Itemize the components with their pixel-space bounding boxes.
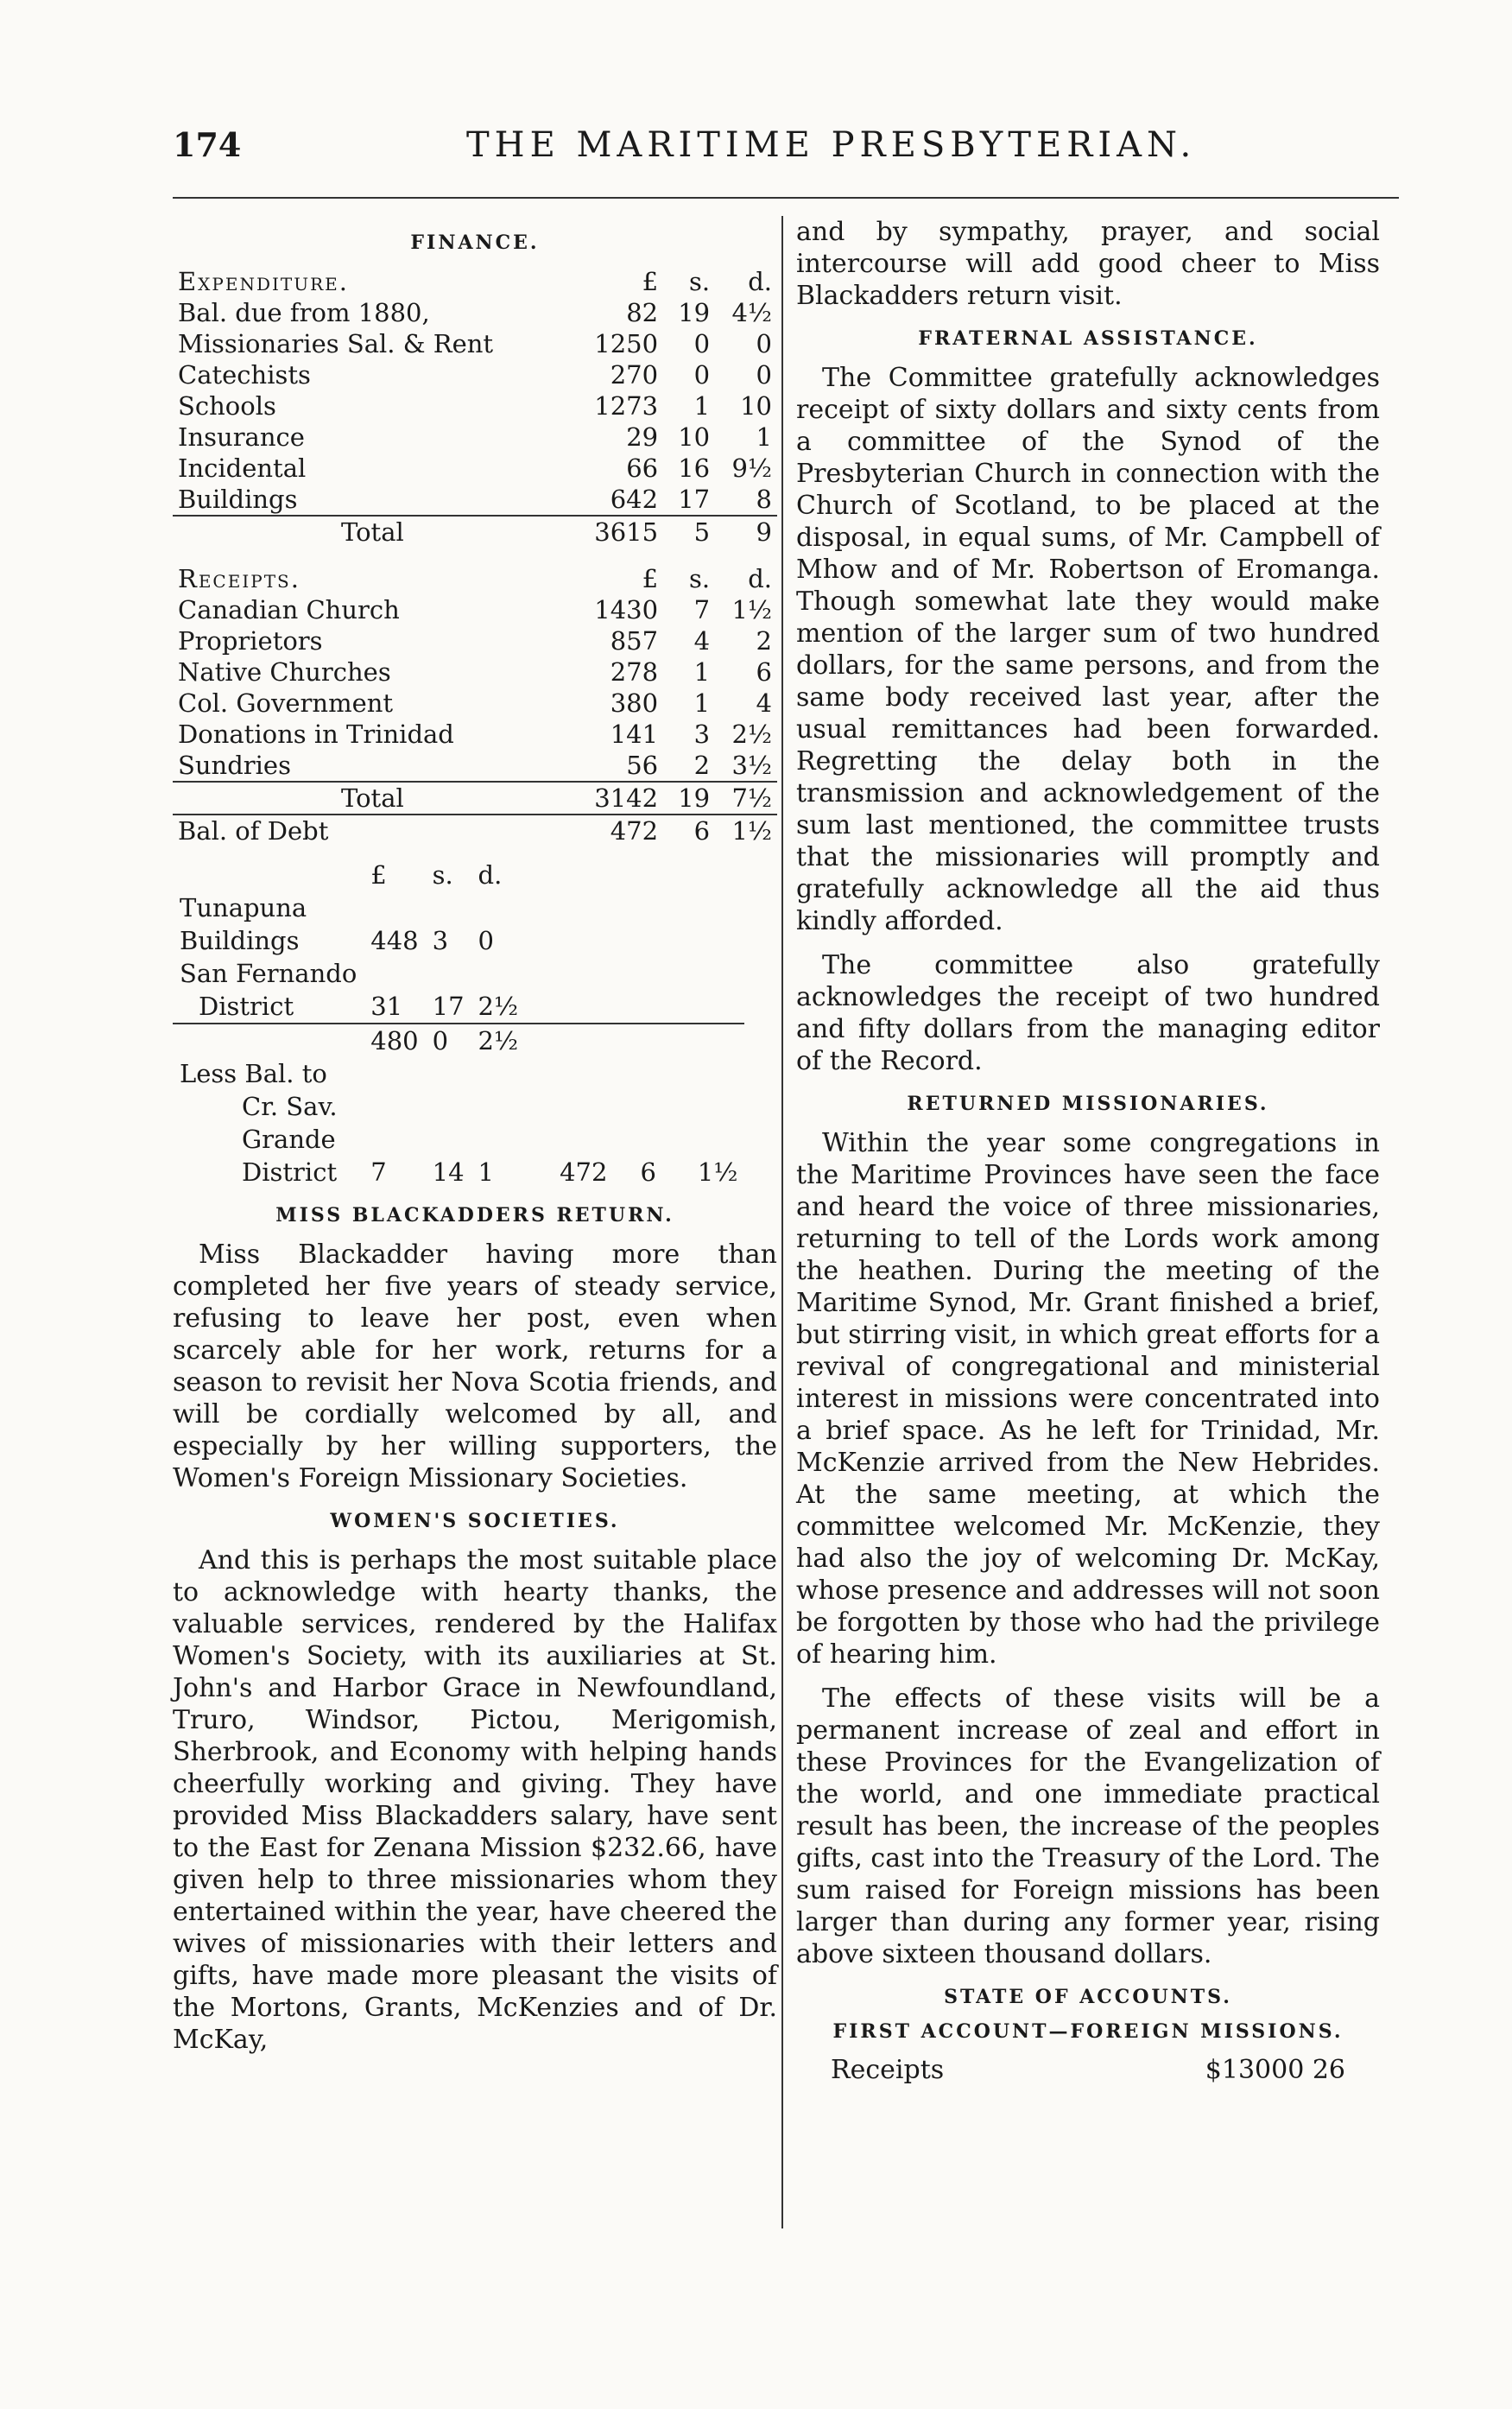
state-heading: STATE OF ACCOUNTS. — [944, 1986, 1232, 2008]
column-divider — [781, 216, 783, 2228]
table-row: San Fernando — [180, 959, 357, 988]
fraternal-heading: FRATERNAL ASSISTANCE. — [918, 327, 1258, 350]
table-row: Catechists 270 0 0 — [178, 360, 772, 390]
table-row: Cr. Sav. — [242, 1092, 338, 1121]
receipts-amount: $13000 26 — [1205, 2055, 1345, 2085]
table-row: District 31 17 2½ — [199, 992, 519, 1021]
womens-heading: WOMEN'S SOCIETIES. — [330, 1510, 620, 1532]
table-row: Bal. due from 1880, 82 19 4½ — [178, 298, 772, 327]
returned-heading: RETURNED MISSIONARIES. — [907, 1093, 1269, 1115]
table-row: Schools 1273 1 10 — [178, 391, 772, 421]
table-row: Missionaries Sal. & Rent 1250 0 0 — [178, 329, 772, 358]
header-rule — [173, 197, 1399, 199]
col-shillings: s. — [689, 564, 711, 593]
returned-paragraph-2: The effects of these visits will be a permanent increase of zeal and effort in these Provinces for the Evangelization of the world, and one immediate practical result has been, the increase of the peoples gifts, cast into the Treasury of the Lord. The sum raised for Foreign missions has been larger than during any former year, rising above sixteen thousand dollars. — [796, 1683, 1380, 1969]
table-row: Incidental 66 16 9½ — [178, 453, 772, 483]
col-pounds: £ — [642, 267, 659, 296]
table-row: Grande — [242, 1125, 336, 1154]
womens-text: And this is perhaps the most suitable place to acknowledge with hearty thanks, the valuable services, rendered by the Halifax Women's Society, with its auxiliaries at St. John's and Harbor Grace in Newfoundland, Truro, Windsor, Pictou, Merigomish, Sherbrook, and Economy with helping hands cheerfully working and giving. They have provided Miss Blackadders salary, have sent to the East for Zenana Mission $232.66, have given help to three missionaries whom they entertained within the year, have cheered the wives of missionaries with their letters and gifts, have made more pleasant the visits of the Mortons, Grants, McKenzies and of Dr. McKay, — [173, 1545, 777, 2055]
receipts-label: Receipts — [831, 2055, 945, 2085]
debt-detail-table: £ s. d. Tunapuna Buildings 448 3 0 San Fernando District 31 17 2½ 480 0 2½ Less Bal. to Cr. Sav. Grande District 7 14 1 472 6 1½ — [173, 859, 744, 1189]
table-row: District 7 14 1 472 6 1½ — [242, 1157, 738, 1187]
col-pence: d. — [748, 267, 772, 296]
table-row: Less Bal. to — [180, 1059, 327, 1088]
left-column — [173, 216, 777, 2068]
col-pence: d. — [748, 564, 772, 593]
table-row: Canadian Church 1430 7 1½ — [178, 595, 772, 624]
col-shillings: s. — [689, 267, 711, 296]
receipts-label: Receipts. — [178, 564, 301, 593]
first-account-heading: FIRST ACCOUNT—FOREIGN MISSIONS. — [832, 2020, 1344, 2043]
table-row: Sundries 56 2 3½ — [178, 751, 772, 780]
page-header — [173, 125, 1399, 177]
table-row: Donations in Trinidad 141 3 2½ — [178, 720, 772, 749]
total-row: Total 3615 5 9 — [173, 516, 777, 548]
fraternal-paragraph-2: The committee also gratefully acknowledges the receipt of two hundred and fifty dollars from the managing editor of the Record. — [796, 950, 1380, 1076]
fraternal-paragraph-1: The Committee gratefully acknowledges receipt of sixty dollars and sixty cents from a committee of the Synod of the Presbyterian Church in connection with the Church of Scotland, to be placed at the disposal, in equal sums, of Mr. Campbell of Mhow and of Mr. Robertson of Eromanga. Though somewhat late they would make mention of the larger sum of two hundred dollars, for the same persons, and from the same body received last year, after the usual remittances had been forwarded. Regretting the delay both in the transmission and acknowledgement of the sum last mentioned, the committee trusts that the missionaries will promptly and gratefully acknowledge all the aid thus kindly afforded. — [796, 363, 1380, 936]
running-head: THE MARITIME PRESBYTERIAN. — [466, 125, 1197, 165]
table-row: Native Churches 278 1 6 — [178, 657, 772, 687]
table-row: Tunapuna — [180, 893, 307, 922]
col-pounds: £ — [642, 564, 659, 593]
expenditure-label: Expenditure. — [178, 267, 349, 296]
table-row: Buildings 448 3 0 — [180, 926, 494, 955]
blackadder-text: Miss Blackadder having more than completed her five years of steady service, refusing to leave her post, even when scarcely able for her work, returns for a season to revisit her Nova Scotia friends, and will be cordially welcomed by all, and especially by her willing supporters, the Women's Foreign Missionary Societies. — [173, 1239, 777, 1493]
receipts-line — [831, 2055, 1345, 2085]
table-row: Col. Government 380 1 4 — [178, 688, 772, 718]
table-row: 480 0 2½ — [173, 1024, 744, 1057]
finance-heading: FINANCE. — [410, 231, 540, 254]
balance-row: Bal. of Debt 472 6 1½ — [173, 815, 777, 846]
right-column — [796, 216, 1380, 2090]
blackadder-heading: MISS BLACKADDERS RETURN. — [275, 1204, 674, 1227]
table-row: Insurance 29 10 1 — [178, 422, 772, 452]
table-row: Buildings 642 17 8 — [178, 485, 772, 514]
total-row: Total 3142 19 7½ — [173, 782, 777, 815]
table-row: Proprietors 857 4 2 — [178, 626, 772, 656]
expenditure-table — [173, 266, 777, 846]
page-number: 174 — [173, 125, 242, 164]
continued-text: and by sympathy, prayer, and social intercourse will add good cheer to Miss Blackadders return visit. — [796, 217, 1380, 311]
returned-paragraph-1: Within the year some congregations in the Maritime Provinces have seen the face and heard the voice of three missionaries, returning to tell of the Lords work among the heathen. During the meeting of the Maritime Synod, Mr. Grant finished a brief, but stirring visit, in which great efforts for a revival of congregational and ministerial interest in missions were concentrated into a brief space. As he left for Trinidad, Mr. McKenzie arrived from the New Hebrides. At the same meeting, at which the committee welcomed Mr. McKenzie, they had also the joy of welcoming Dr. McKay, whose presence and addresses will not soon be forgotten by those who had the privilege of hearing him. — [796, 1128, 1380, 1670]
